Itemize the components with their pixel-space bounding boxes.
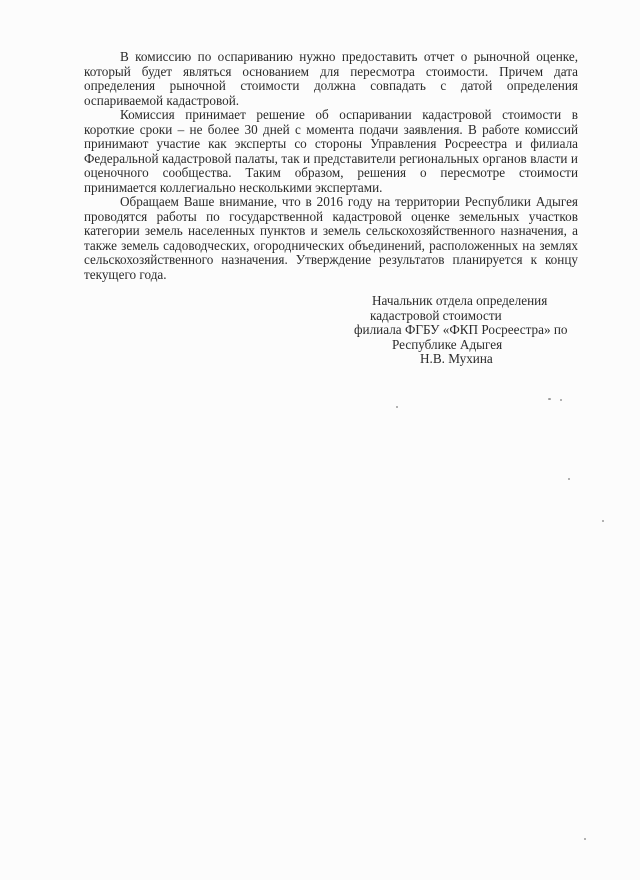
paragraph-commission-decision: Комиссия принимает решение об оспаривании кадастровой стоимости в короткие сроки – не более 30 дней с момента подачи заявления. В работе комиссий принимают участие как эксперты со стороны Управления Росреестра и филиала Федеральной кадастровой палаты, так и представители региональных органов власти и оценочного сообщества. Таким образом, решения о пересмотре стоимости принимается коллегиально несколькими экспертами. [84, 107, 578, 195]
scan-speck [560, 399, 562, 401]
scan-speck [548, 398, 551, 400]
paragraph-market-valuation: В комиссию по оспариванию нужно предоставить отчет о рыночной оценке, который будет являться основанием для пересмотра стоимости. Причем дата определения рыночной стоимости должна совпадать с датой определения оспариваемой кадастровой. [84, 49, 578, 108]
scan-speck [584, 838, 586, 840]
scan-speck [602, 520, 604, 522]
scan-speck [396, 406, 398, 408]
signature-name: Н.В. Мухина [420, 351, 493, 366]
paragraph-cadastral-valuation-2016: Обращаем Ваше внимание, что в 2016 году на территории Республики Адыгея проводятся работы по государственной кадастровой оценке земельных участков категории земель населенных пунктов и земель сельскохозяйственного назначения, а также земель садоводческих, огороднических объединений, расположенных на землях сельскохозяйственного назначения. Утверждение результатов планируется к концу текущего года. [84, 194, 578, 282]
signature-position-line1: Начальник отдела определения [372, 293, 548, 308]
signature-block [340, 294, 590, 367]
signature-region-line: Республике Адыгея [392, 336, 503, 352]
scan-speck [568, 478, 570, 480]
body-text [84, 50, 578, 282]
signature-position-line2: кадастровой стоимости [370, 307, 502, 323]
signature-organization-line: филиала ФГБУ «ФКП Росреестра» по [354, 322, 568, 337]
